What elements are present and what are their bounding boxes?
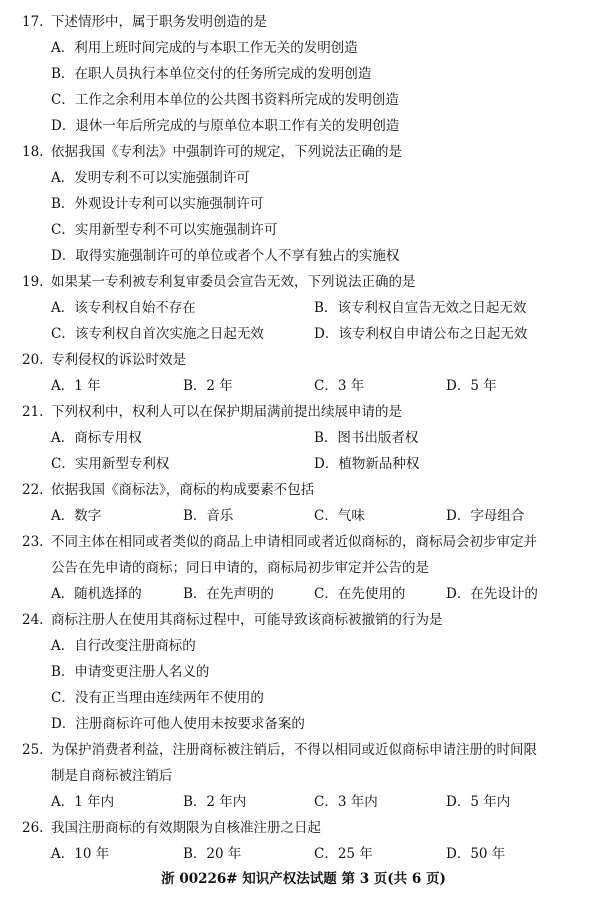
answer-option: D．字母组合 xyxy=(446,508,525,524)
answer-option: D．该专利权自申请公布之日起无效 xyxy=(314,326,528,342)
question-number: 17. xyxy=(22,14,44,30)
answer-option: A．1 年内 xyxy=(51,794,115,810)
answer-option: B．在职人员执行本单位交付的任务所完成的发明创造 xyxy=(51,66,372,82)
answer-option: B．申请变更注册人名义的 xyxy=(51,664,210,680)
question-text: 为保护消费者利益，注册商标被注销后，不得以相同或近似商标申请注册的时间限 xyxy=(51,742,537,758)
answer-option: D．植物新品种权 xyxy=(314,456,420,472)
question-number: 26. xyxy=(22,820,44,836)
answer-option: A．商标专用权 xyxy=(51,430,142,446)
answer-option: B．该专利权自宣告无效之日起无效 xyxy=(314,300,527,316)
answer-option: D．在先设计的 xyxy=(446,586,538,602)
question-text: 商标注册人在使用其商标过程中，可能导致该商标被撤销的行为是 xyxy=(51,612,443,628)
question-text: 下列权利中，权利人可以在保护期届满前提出续展申请的是 xyxy=(51,404,402,420)
question-number: 23. xyxy=(22,534,44,550)
question-stem xyxy=(22,9,267,35)
answer-option: D．注册商标许可他人使用未按要求备案的 xyxy=(51,716,305,732)
question-number: 21. xyxy=(22,404,44,420)
question-stem xyxy=(22,139,402,165)
question-text: 依据我国《专利法》中强制许可的规定，下列说法正确的是 xyxy=(51,144,402,160)
answer-option: D．5 年 xyxy=(446,378,497,394)
answer-option: B．外观设计专利可以实施强制许可 xyxy=(51,196,264,212)
answer-option: D．5 年内 xyxy=(446,794,511,810)
answer-option: A．数字 xyxy=(51,508,102,524)
answer-option: B．在先声明的 xyxy=(183,586,274,602)
question-text: 制是自商标被注销后 xyxy=(51,768,173,784)
question-text: 依据我国《商标法》，商标的构成要素不包括 xyxy=(51,482,315,498)
answer-option: D．50 年 xyxy=(446,846,506,862)
question-stem xyxy=(22,815,321,841)
question-number: 18. xyxy=(22,144,44,160)
answer-option: C．没有正当理由连续两年不使用的 xyxy=(51,690,264,706)
answer-option: B．2 年 xyxy=(183,378,233,394)
question-stem xyxy=(22,269,416,295)
answer-option: B．20 年 xyxy=(183,846,242,862)
answer-option: A．10 年 xyxy=(51,846,110,862)
answer-option: C．工作之余利用本单位的公共图书资料所完成的发明创造 xyxy=(51,92,399,108)
page-footer: 浙 00226# 知识产权法试题 第 3 页(共 6 页) xyxy=(161,871,446,887)
answer-option: C．在先使用的 xyxy=(314,586,406,602)
question-stem xyxy=(22,347,186,373)
question-text: 下述情形中，属于职务发明创造的是 xyxy=(51,14,267,30)
question-text: 公告在先申请的商标；同日申请的，商标局初步审定并公告的是 xyxy=(51,560,429,576)
answer-option: B．2 年内 xyxy=(183,794,247,810)
answer-option: C．实用新型专利不可以实施强制许可 xyxy=(51,222,278,238)
answer-option: A．发明专利不可以实施强制许可 xyxy=(51,170,250,186)
question-stem xyxy=(22,529,537,555)
answer-option: D．退休一年后所完成的与原单位本职工作有关的发明创造 xyxy=(51,118,400,134)
question-text: 我国注册商标的有效期限为自核准注册之日起 xyxy=(51,820,321,836)
question-number: 25. xyxy=(22,742,44,758)
answer-option: B．图书出版者权 xyxy=(314,430,419,446)
answer-option: A．随机选择的 xyxy=(51,586,142,602)
answer-option: C．3 年 xyxy=(314,378,365,394)
question-text: 专利侵权的诉讼时效是 xyxy=(51,352,186,368)
answer-option: C．该专利权自首次实施之日起无效 xyxy=(51,326,264,342)
answer-option: A．自行改变注册商标的 xyxy=(51,638,196,654)
answer-option: C．3 年内 xyxy=(314,794,378,810)
answer-option: D．取得实施强制许可的单位或者个人不享有独占的实施权 xyxy=(51,248,400,264)
question-stem-continued xyxy=(51,763,173,789)
question-text: 不同主体在相同或者类似的商品上申请相同或者近似商标的，商标局会初步审定并 xyxy=(51,534,537,550)
question-number: 22. xyxy=(22,482,44,498)
question-stem xyxy=(22,737,537,763)
answer-option: C．实用新型专利权 xyxy=(51,456,170,472)
question-number: 19. xyxy=(22,274,44,290)
answer-option: B．音乐 xyxy=(183,508,234,524)
question-stem xyxy=(22,399,402,425)
question-number: 24. xyxy=(22,612,44,628)
answer-option: A．该专利权自始不存在 xyxy=(51,300,196,316)
question-number: 20. xyxy=(22,352,44,368)
answer-option: A．1 年 xyxy=(51,378,101,394)
question-stem xyxy=(22,477,314,503)
question-stem-continued xyxy=(51,555,429,581)
answer-option: C．25 年 xyxy=(314,846,373,862)
question-text: 如果某一专利被专利复审委员会宣告无效，下列说法正确的是 xyxy=(51,274,416,290)
answer-option: A．利用上班时间完成的与本职工作无关的发明创造 xyxy=(51,40,358,56)
answer-option: C．气味 xyxy=(314,508,365,524)
question-stem xyxy=(22,607,443,633)
